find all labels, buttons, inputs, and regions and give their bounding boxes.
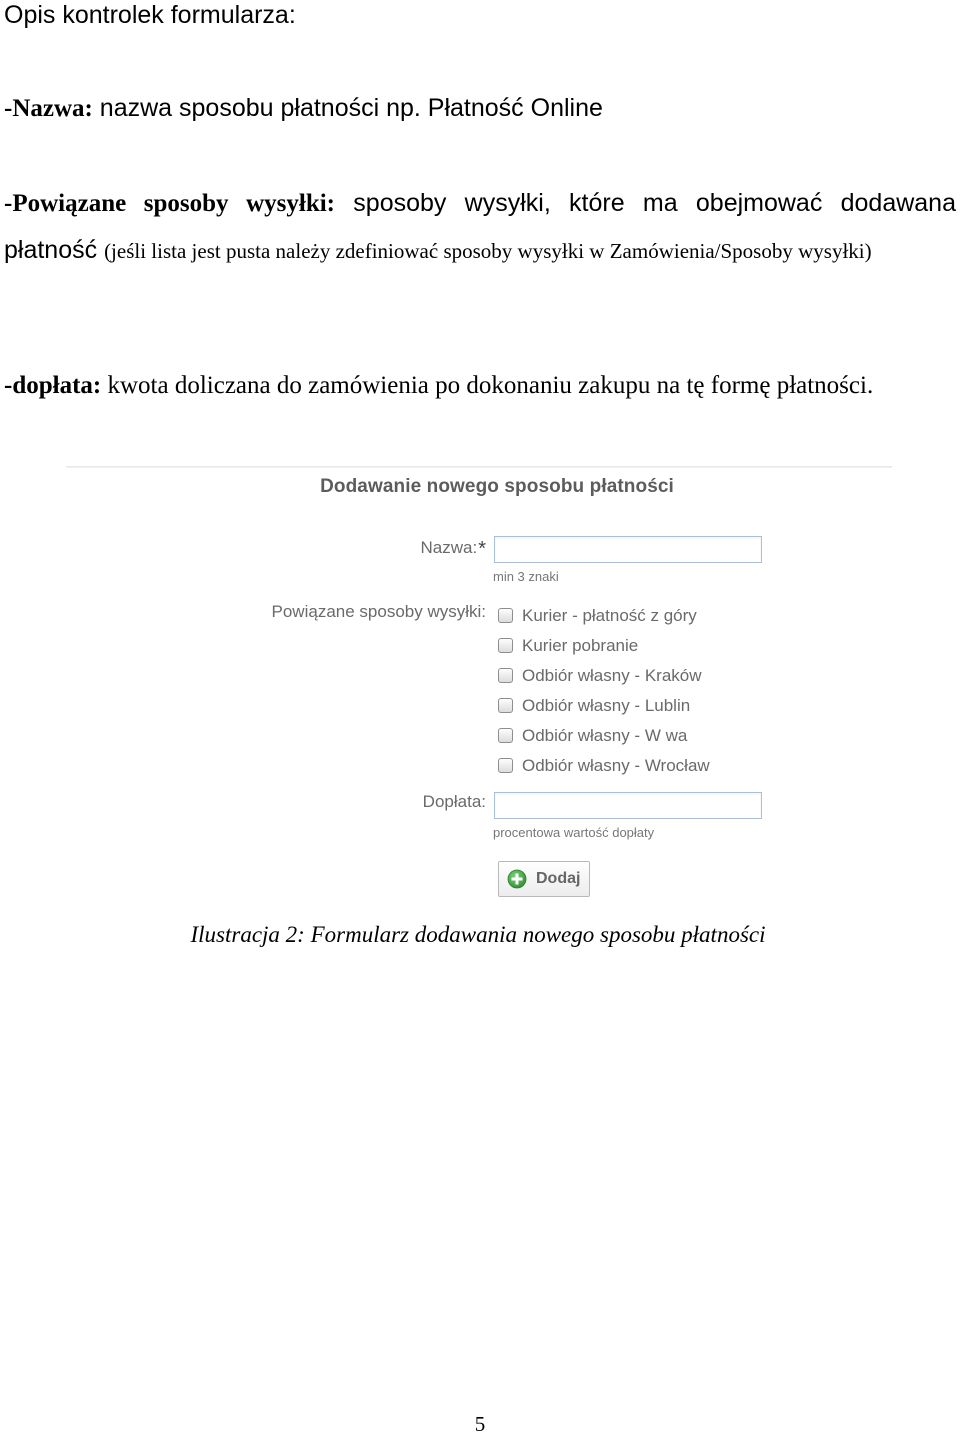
shipping-label: Powiązane sposoby wysyłki: [271,602,486,621]
term-powiazane: -Powiązane sposoby wysyłki: [4,190,336,217]
shipping-checkbox[interactable] [498,758,513,773]
paragraph-nazwa [4,84,956,133]
page-number: 5 [474,1412,486,1436]
paragraph-powiazane [4,180,956,274]
shipping-option-label: Odbiór własny - Kraków [522,666,702,685]
shipping-option-label: Kurier pobranie [522,636,639,655]
term-nazwa: -Nazwa: [4,95,93,122]
document-heading: Opis kontrolek formularza: [4,1,296,29]
desc-powiazane: sposoby wysyłki, które ma obejmować dodawana płatność [4,189,956,264]
name-input[interactable] [494,536,762,563]
form-title: Dodawanie nowego sposobu płatności [320,476,674,497]
shipping-option-label: Odbiór własny - Lublin [522,696,691,715]
desc-nazwa: nazwa sposobu płatności np. Płatność Online [92,94,603,122]
name-label: Nazwa: [420,538,478,557]
desc-powiazane-note: (jeśli lista jest pusta należy zdefiniować sposoby wysyłki w Zamówienia/Sposoby wysyłki) [104,239,872,263]
form-screenshot [66,466,892,906]
surcharge-input[interactable] [494,792,762,819]
paragraph-doplata [4,362,956,410]
shipping-checkbox[interactable] [498,638,513,653]
surcharge-label: Dopłata: [422,792,486,811]
shipping-checkbox[interactable] [498,698,513,713]
shipping-checkbox[interactable] [498,728,513,743]
surcharge-hint: procentowa wartość dopłaty [493,825,655,840]
form-divider [66,466,892,468]
add-button-label: Dodaj [536,870,581,887]
shipping-checkbox[interactable] [498,608,513,623]
figure-caption: Ilustracja 2: Formularz dodawania nowego sposobu płatności [190,922,766,947]
name-label-wrap [366,536,486,559]
shipping-checkbox[interactable] [498,668,513,683]
plus-circle-icon [507,869,527,889]
shipping-option-label: Kurier - płatność z góry [522,606,697,625]
desc-doplata: kwota doliczana do zamówienia po dokonaniu zakupu na tę formę płatności. [101,372,874,399]
name-hint: min 3 znaki [493,569,559,584]
required-mark: * [478,538,486,560]
add-button[interactable] [498,861,590,897]
shipping-option-label: Odbiór własny - Wrocław [522,756,710,775]
shipping-option-label: Odbiór własny - W wa [522,726,688,745]
term-doplata: -dopłata: [4,372,102,399]
